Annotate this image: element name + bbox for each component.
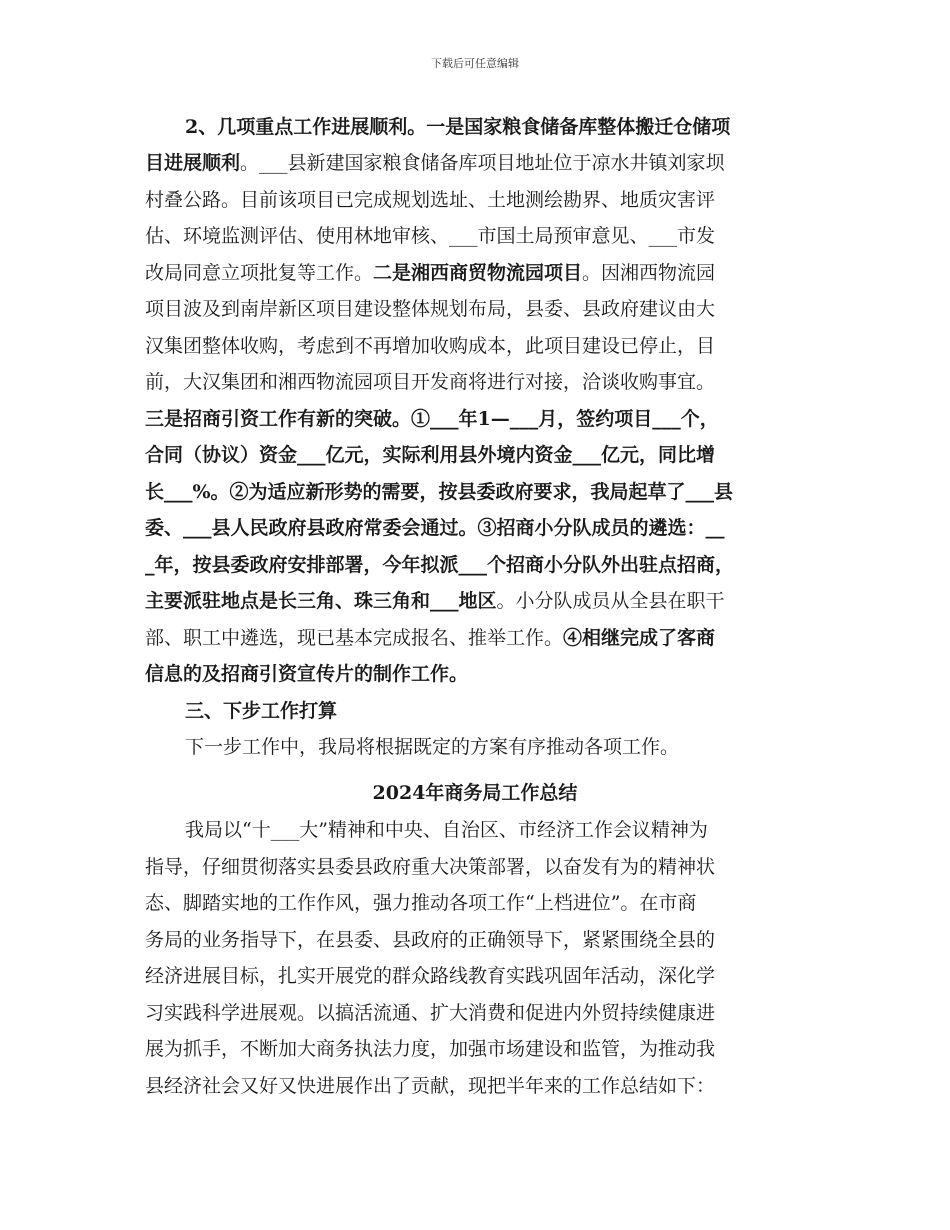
bold-text-run: 三是招商引资工作有新的突破。①___年1—___月，签约项目___个， bbox=[145, 408, 719, 430]
text-line bbox=[185, 115, 730, 139]
text-run: 项目波及到南岸新区项目建设整体规划布局，县委、县政府建议由大 bbox=[145, 298, 716, 320]
text-line bbox=[185, 818, 708, 842]
text-run: 指导，仔细贯彻落实县委县政府重大决策部署，以奋发有为的精神状 bbox=[145, 856, 716, 878]
text-run: 汉集团整体收购，考虑到不再增加收购成本，此项目建设已停止，目 bbox=[145, 335, 716, 357]
text-run: 下一步工作中，我局将根据既定的方案有序推动各项工作。 bbox=[185, 736, 680, 758]
text-run: 。___县新建国家粮食储备库项目地址位于凉水井镇刘家坝 bbox=[240, 152, 725, 174]
text-line bbox=[145, 964, 715, 988]
bold-text-run: 目进展顺利 bbox=[145, 152, 241, 174]
bold-text-run: 长___%。②为适应新形势的需要，按县委政府要求，我局起草了___县 bbox=[145, 481, 734, 503]
text-line bbox=[145, 334, 715, 358]
text-run: 改局同意立项批复等工作。 bbox=[145, 262, 374, 284]
text-run: 估、环境监测评估、使用林地审核、___市国土局预审意见、___市发 bbox=[145, 225, 716, 247]
text-run: 前，大汉集团和湘西物流园项目开发商将进行对接，洽谈收购事宜。 bbox=[145, 371, 716, 393]
text-line bbox=[145, 443, 715, 467]
page-header: 下载后可任意编辑 bbox=[431, 57, 519, 70]
bold-text-run: 主要派驻地点是长三角、珠三角和___地区 bbox=[145, 590, 497, 612]
text-run: 村叠公路。目前该项目已完成规划选址、土地测绘勘界、地质灾害评 bbox=[145, 189, 716, 211]
text-run: 展为抓手，不断加大商务执法力度，加强市场建设和监管，为推动我 bbox=[145, 1038, 716, 1060]
text-run: 部、职工中遴选，现已基本完成报名、推举工作。 bbox=[145, 627, 564, 649]
text-line bbox=[145, 662, 468, 686]
text-line bbox=[145, 407, 719, 431]
text-line bbox=[185, 699, 337, 723]
text-line bbox=[145, 516, 725, 540]
bold-text-run: 委、___县人民政府县政府常委会通过。③招商小分队成员的遴选：__ bbox=[145, 517, 725, 539]
text-run: 务局的业务指导下，在县委、县政府的正确领导下，紧紧围绕全县的 bbox=[145, 929, 716, 951]
text-run: 经济进展目标，扎实开展党的群众路线教育实践巩固年活动，深化学 bbox=[145, 965, 716, 987]
document-title: 2024年商务局工作总结 bbox=[372, 782, 578, 804]
text-line bbox=[145, 928, 715, 952]
text-line bbox=[145, 589, 725, 613]
bold-text-run: 合同（协议）资金___亿元，实际利用县外境内资金___亿元，同比增 bbox=[145, 444, 716, 466]
text-run: 。小分队成员从全县在职干 bbox=[496, 590, 725, 612]
text-line bbox=[145, 224, 715, 248]
text-line bbox=[145, 480, 733, 504]
bold-text-run: 信息的及招商引资宣传片的制作工作。 bbox=[145, 663, 469, 685]
bold-text-run: _年，按县委政府安排部署，今年拟派___个招商小分队外出驻点招商， bbox=[145, 554, 735, 576]
text-line bbox=[145, 370, 715, 394]
text-line bbox=[145, 297, 715, 321]
text-line bbox=[145, 891, 696, 915]
text-line bbox=[145, 1001, 715, 1025]
text-run: 态、脚踏实地的工作作风，强力推动各项工作“上档进位”。在市商 bbox=[145, 892, 697, 914]
text-line bbox=[145, 626, 715, 650]
text-run: 习实践科学进展观。以搞活流通、扩大消费和促进内外贸持续健康进 bbox=[145, 1002, 716, 1024]
text-line bbox=[145, 151, 725, 175]
text-line bbox=[145, 261, 715, 285]
bold-text-run: 2、几项重点工作进展顺利。一是国家粮食储备库整体搬迁仓储项 bbox=[185, 116, 731, 138]
text-line bbox=[185, 735, 679, 759]
text-line bbox=[145, 1037, 715, 1061]
bold-text-run: ④相继完成了客商 bbox=[563, 627, 716, 649]
text-run: 我局以“十___大”精神和中央、自治区、市经济工作会议精神为 bbox=[185, 819, 708, 841]
text-line bbox=[145, 553, 734, 577]
text-line bbox=[145, 1074, 715, 1098]
text-run: 。因湘西物流园 bbox=[582, 262, 716, 284]
text-run: 县经济社会又好又快进展作出了贡献，现把半年来的工作总结如下： bbox=[145, 1075, 716, 1097]
bold-text-run: 三、下步工作打算 bbox=[185, 700, 338, 722]
text-line bbox=[145, 855, 715, 879]
bold-text-run: 二是湘西商贸物流园项目 bbox=[373, 262, 583, 284]
text-line bbox=[145, 188, 715, 212]
